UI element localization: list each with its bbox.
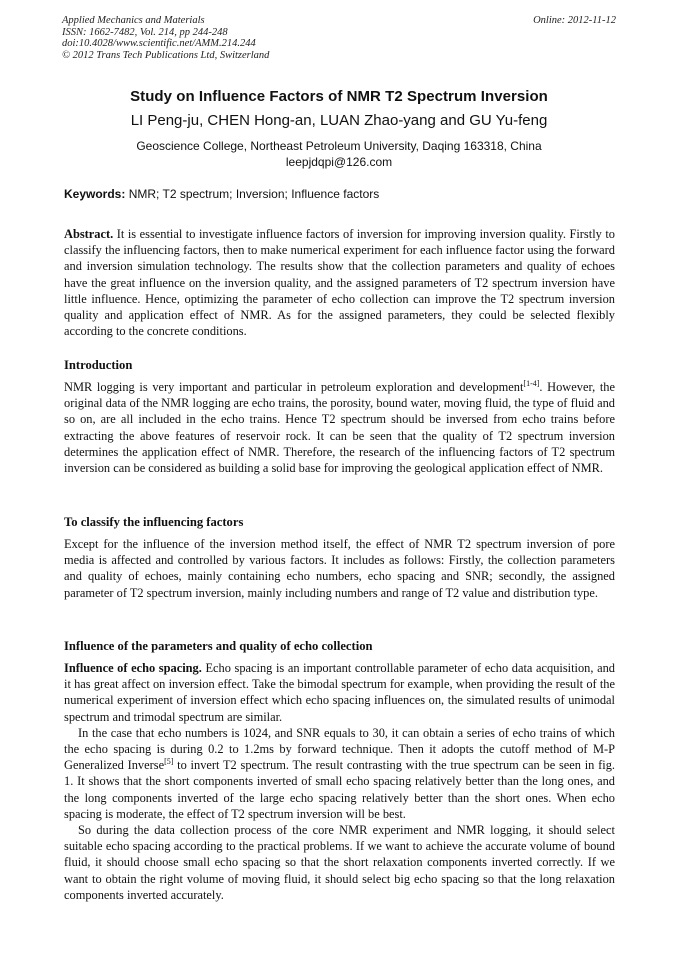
introduction-body [64,379,615,476]
introduction-text-b: . However, the original data of the NMR logging are echo trains, the porosity, bound water, moving fluid, the type of fluid and so on, are all included in the echo trains. Hence T2 spectrum should be inversed from echo trains before extracting the above features of reservoir rock. It can be seen that the quality of T2 spectrum inversion determines the application effect of NMR. Therefore, the research of the influencing factors of T2 spectrum inversion can be considered as building a solid base for improving the geological application effect of NMR. [64,380,615,476]
author-email: leepjdqpi@126.com [285,155,393,169]
paper-title: Study on Influence Factors of NMR T2 Spectrum Inversion [130,88,548,105]
keywords-line [64,187,616,201]
citation-ref: [1-4] [523,379,540,388]
keywords-text: NMR; T2 spectrum; Inversion; Influence factors [128,187,380,201]
keywords-label: Keywords: [64,187,126,201]
copyright-line: © 2012 Trans Tech Publications Ltd, Switzerland [62,49,270,61]
publication-header [62,15,618,61]
classify-heading: To classify the influencing factors [64,515,244,529]
doi-line: doi:10.4028/www.scientific.net/AMM.214.244 [62,38,256,50]
classify-text: Except for the influence of the inversion method itself, the effect of NMR T2 spectrum inversion of pore media is affected and controlled by various factors. It includes as follows: Firstly, the collection parameters and quality of echoes, mainly containing echo numbers, echo spacing and SNR; secondly, the assigned parameter of T2 spectrum inversion, mainly including numbers and range of T2 value and distribution type. [64,537,615,600]
echo-spacing-p2b: to invert T2 spectrum. The result contrasting with the true spectrum can be seen in fig. 1. It shows that the short components inverted of small echo spacing relatively better than the long ones, and the long components inverted of the large echo spacing relatively better than the short ones. When echo spacing is moderate, the effect of T2 spectrum inversion will be best. [64,758,615,821]
journal-name: Applied Mechanics and Materials [62,15,205,26]
abstract-text: It is essential to investigate influence factors of inversion for improving inversion quality. Firstly to classify the influencing factors, then to make numerical experiment for each influence factor using the forward and inversion simulation technology. The results show that the collection parameters and quality of echoes have the great influence on the inversion quality, and the assigned parameters of T2 spectrum inversion have little influence. Hence, optimizing the parameter of echo collection can improve the T2 spectrum inversion quality and application effect of NMR. As for the assigned parameters, they could be selected flexibly according to the concrete conditions. [64,227,615,339]
online-date: Online: 2012-11-12 [533,15,616,26]
echo-spacing-p2a: In the case that echo numbers is 1024, and SNR equals to 30, it can obtain a series of echo trains of which the echo spacing is during 0.2 to 1.2ms by forward technique. Then it adopts the cutoff method of M-P Generalized Inverse [64,725,615,773]
collection-body [64,660,615,903]
citation-ref-5: [5] [164,757,174,767]
echo-spacing-p3: So during the data collection process of the core NMR experiment and NMR logging, it should select suitable echo spacing according to the practical problems. If we want to achieve the accurate volume of bound fluid, it should choose small echo spacing so that the short relaxation components inverted correctly. If we want to obtain the right volume of moving fluid, it should select big echo spacing so that the long relaxation components inverted accurately. [64,823,615,902]
abstract [64,226,615,339]
affiliation: Geoscience College, Northeast Petroleum University, Daqing 163318, China [136,139,542,153]
echo-spacing-label: Influence of echo spacing. [64,661,202,675]
paper-authors: LI Peng-ju, CHEN Hong-an, LUAN Zhao-yang and GU Yu-feng [130,112,548,129]
echo-spacing-text: Echo spacing is an important controllable parameter of echo data acquisition, and it has great affect on inversion effect. Take the bimodal spectrum for example, when providing the result of the numerical experiment of inversion effect which echo spacing influences on, the simulated results of unimodal spectrum and trimodal spectrum are similar. [64,661,615,724]
introduction-text-a: NMR logging is very important and particular in petroleum exploration and development [64,380,524,394]
collection-heading: Influence of the parameters and quality of echo collection [64,639,373,653]
issn-line: ISSN: 1662-7482, Vol. 214, pp 244-248 [62,26,228,38]
introduction-heading: Introduction [64,358,133,372]
abstract-label: Abstract. [64,227,114,241]
classify-body [64,536,615,601]
affiliation-block [62,138,616,170]
